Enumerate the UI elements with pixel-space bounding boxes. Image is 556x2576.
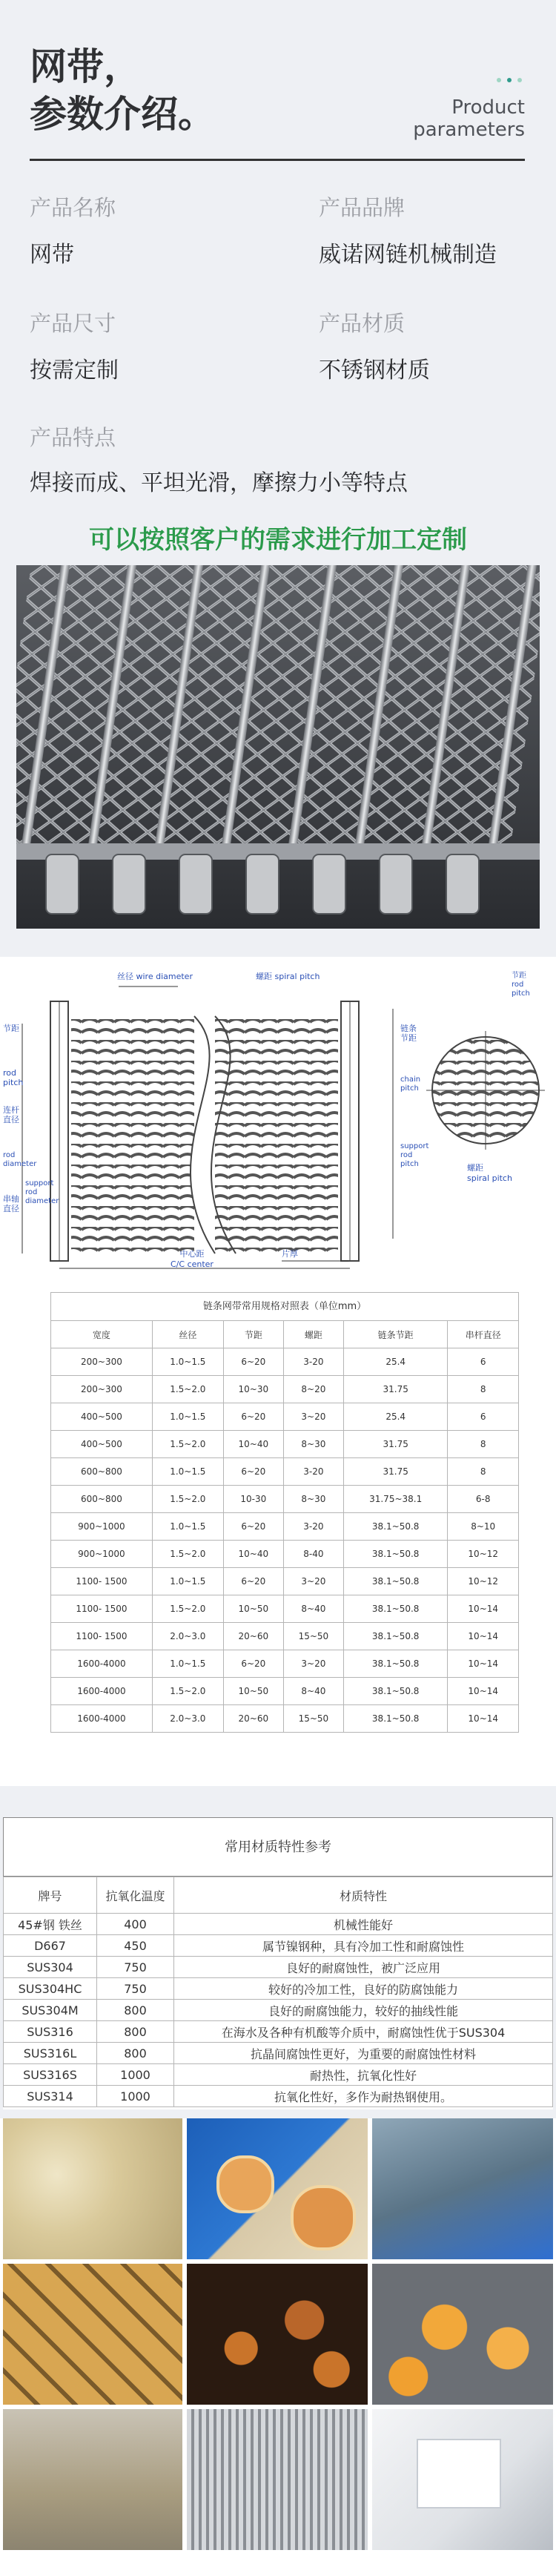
mesh-belt-photo <box>16 565 540 929</box>
mesh-belt-illustration <box>16 565 540 929</box>
material-table-cell: 机械性能好 <box>174 1914 553 1935</box>
rod-diameter-label <box>3 1105 21 1124</box>
spec-table-row <box>51 1568 519 1595</box>
gallery-pizza-belt <box>187 2118 368 2259</box>
spec-table-row <box>51 1678 519 1705</box>
spec-table-cell: 38.1~50.8 <box>343 1678 448 1705</box>
spec-table-cell: 3~20 <box>283 1568 343 1595</box>
spec-table-cell: 1.5~2.0 <box>152 1486 223 1513</box>
material-table <box>3 1877 553 2107</box>
spec-table-cell: 10-30 <box>223 1486 283 1513</box>
material-table-cell: 450 <box>97 1935 174 1957</box>
spec-table-cell: 1.5~2.0 <box>152 1595 223 1623</box>
center-distance-en: C/C center <box>171 1259 214 1269</box>
spec-table-row <box>51 1431 519 1458</box>
material-table-cell: 较好的冷加工性，良好的防腐蚀能力 <box>174 1978 553 2000</box>
material-table-cell: 1000 <box>97 2064 174 2086</box>
spec-table-cell: 10~40 <box>223 1431 283 1458</box>
product-feature-label: 产品特点 <box>30 425 116 450</box>
subtitle-line-1: Product <box>451 96 525 119</box>
spec-table-cell: 38.1~50.8 <box>343 1568 448 1595</box>
material-header-cell: 材质特性 <box>174 1877 553 1914</box>
spec-table-cell: 3-20 <box>283 1513 343 1541</box>
material-table-row <box>4 2021 553 2043</box>
spec-table-cell: 10~14 <box>448 1595 519 1623</box>
spec-table-cell: 1.5~2.0 <box>152 1431 223 1458</box>
header-divider <box>30 159 525 161</box>
customization-banner: 可以按照客户的需求进行加工定制 <box>89 525 467 555</box>
material-table-cell: SUS314 <box>4 2086 97 2107</box>
spec-table-row <box>51 1403 519 1431</box>
material-table-row <box>4 1914 553 1935</box>
material-table-cell: 45#钢 铁丝 <box>4 1914 97 1935</box>
gallery-steel-mesh <box>187 2409 368 2550</box>
spec-table-cell: 31.75 <box>343 1458 448 1486</box>
spec-table-cell: 1600-4000 <box>51 1650 153 1678</box>
spec-table-cell: 6 <box>448 1348 519 1376</box>
spec-table-cell: 38.1~50.8 <box>343 1705 448 1733</box>
side-spiral-pitch-label <box>467 1162 512 1183</box>
material-table-row <box>4 1935 553 1957</box>
product-feature-value: 焊接而成、平坦光滑，摩擦力小等特点 <box>30 470 408 496</box>
gallery-fried-slices <box>372 2264 553 2405</box>
spec-table-cell: 10~14 <box>448 1650 519 1678</box>
material-table-cell: 400 <box>97 1914 174 1935</box>
rod-diameter-cn: 连杆直径 <box>3 1105 19 1124</box>
material-table-cell: SUS316 <box>4 2021 97 2043</box>
spec-table-cell: 6~20 <box>223 1403 283 1431</box>
spec-table-cell: 20~60 <box>223 1623 283 1650</box>
spiral-pitch-en: spiral pitch <box>274 972 320 981</box>
gallery-white-boxes <box>372 2409 553 2550</box>
spec-table-cell: 38.1~50.8 <box>343 1595 448 1623</box>
spec-table-cell: 1600-4000 <box>51 1678 153 1705</box>
spec-table-row <box>51 1705 519 1733</box>
spec-table-cell: 1.0~1.5 <box>152 1348 223 1376</box>
page-subtitle <box>413 96 525 141</box>
spec-table-cell: 3-20 <box>283 1348 343 1376</box>
spec-table-row <box>51 1486 519 1513</box>
product-material-value: 不锈钢材质 <box>319 358 430 383</box>
spec-table-cell: 3~20 <box>283 1403 343 1431</box>
spec-table-cell: 6~20 <box>223 1568 283 1595</box>
spec-table-cell: 10~12 <box>448 1541 519 1568</box>
spiral-pitch-cn: 螺距 <box>256 972 272 981</box>
spec-table-cell: 10~30 <box>223 1376 283 1403</box>
spec-table-cell: 6~20 <box>223 1458 283 1486</box>
material-table-row <box>4 1957 553 1978</box>
material-table-cell: 抗氧化性好，多作为耐热钢使用。 <box>174 2086 553 2107</box>
spec-table-cell: 38.1~50.8 <box>343 1650 448 1678</box>
center-distance-label <box>171 1248 214 1269</box>
spec-header-cell: 丝径 <box>152 1321 223 1348</box>
material-table-cell: 750 <box>97 1957 174 1978</box>
subtitle-line-2: parameters <box>413 119 525 141</box>
spec-table-cell: 1.0~1.5 <box>152 1458 223 1486</box>
rod-pitch-cn: 节距 <box>3 1024 19 1033</box>
spec-table-cell: 1.0~1.5 <box>152 1513 223 1541</box>
side-spiral-pitch-cn: 螺距 <box>467 1163 483 1173</box>
product-name-label: 产品名称 <box>30 195 116 220</box>
spec-table-header-row <box>51 1321 519 1348</box>
spec-table-cell: 8 <box>448 1458 519 1486</box>
spec-table-cell: 8~30 <box>283 1431 343 1458</box>
spec-table-cell: 900~1000 <box>51 1513 153 1541</box>
material-table-row <box>4 2043 553 2064</box>
product-brand-value: 威诺网链机械制造 <box>319 242 497 268</box>
support-rod-cn: 串轴直径 <box>3 1194 19 1213</box>
material-header-cell: 抗氧化温度 <box>97 1877 174 1914</box>
spec-table-cell: 1.0~1.5 <box>152 1403 223 1431</box>
spec-table-row <box>51 1541 519 1568</box>
spec-table-cell: 25.4 <box>343 1348 448 1376</box>
product-material-label: 产品材质 <box>319 311 406 336</box>
spec-header-cell: 链条节距 <box>343 1321 448 1348</box>
spec-table-cell: 38.1~50.8 <box>343 1513 448 1541</box>
spec-header-cell: 节距 <box>223 1321 283 1348</box>
spec-table-cell: 38.1~50.8 <box>343 1541 448 1568</box>
chain-pitch-en-label: chain pitch <box>400 1075 421 1093</box>
spec-table-cell: 1.5~2.0 <box>152 1376 223 1403</box>
material-table-row <box>4 2000 553 2021</box>
side-rod-pitch-en: rod pitch <box>512 981 530 998</box>
material-table-cell: 良好的耐腐蚀能力，较好的抽线性能 <box>174 2000 553 2021</box>
material-table-cell: 良好的耐腐蚀性，被广泛应用 <box>174 1957 553 1978</box>
material-header-cell: 牌号 <box>4 1877 97 1914</box>
dot-icon <box>517 78 522 82</box>
rod-diameter-en-label: rod diameter <box>3 1151 37 1168</box>
material-table-cell: D667 <box>4 1935 97 1957</box>
spec-table-row <box>51 1376 519 1403</box>
product-size-value: 按需定制 <box>30 358 119 383</box>
spec-table-cell: 900~1000 <box>51 1541 153 1568</box>
spec-table-cell: 8 <box>448 1431 519 1458</box>
spec-table-cell: 3~20 <box>283 1650 343 1678</box>
spec-table-cell: 8~40 <box>283 1678 343 1705</box>
spec-table-cell: 1100- 1500 <box>51 1623 153 1650</box>
material-table-cell: 800 <box>97 2043 174 2064</box>
chain-pitch-label <box>400 1024 418 1043</box>
gallery-baked-bread <box>187 2264 368 2405</box>
width-label: 片厚 <box>282 1249 298 1259</box>
chain-pitch-cn: 链条节距 <box>400 1024 417 1043</box>
spec-table-cell: 31.75 <box>343 1376 448 1403</box>
spec-table-cell: 2.0~3.0 <box>152 1705 223 1733</box>
spec-table-cell: 3-20 <box>283 1458 343 1486</box>
material-table-row <box>4 1978 553 2000</box>
spec-table-row <box>51 1513 519 1541</box>
dot-icon <box>497 78 501 82</box>
wire-diameter-cn: 丝径 <box>117 972 133 981</box>
spec-table-cell: 1.0~1.5 <box>152 1568 223 1595</box>
material-table-cell: SUS304 <box>4 1957 97 1978</box>
spec-table-cell: 6~20 <box>223 1348 283 1376</box>
gallery-grain-belt <box>3 2409 182 2550</box>
spec-table-cell: 8-40 <box>283 1541 343 1568</box>
spec-table-cell: 8~40 <box>283 1595 343 1623</box>
belt-schematic <box>0 957 556 1283</box>
spec-table-cell: 31.75 <box>343 1431 448 1458</box>
spec-table-cell: 8~10 <box>448 1513 519 1541</box>
spec-table-cell: 1.0~1.5 <box>152 1650 223 1678</box>
material-table-cell: 在海水及各种有机酸等介质中，耐腐蚀性优于SUS304 <box>174 2021 553 2043</box>
spec-table-cell: 6~20 <box>223 1650 283 1678</box>
spec-table-cell: 10~14 <box>448 1623 519 1650</box>
spec-table-cell: 200~300 <box>51 1376 153 1403</box>
spec-table-row <box>51 1623 519 1650</box>
dot-icon <box>507 78 512 82</box>
spec-table-cell: 10~50 <box>223 1678 283 1705</box>
side-spiral-pitch-en: spiral pitch <box>467 1173 512 1183</box>
page-title <box>30 43 215 138</box>
spec-table-cell: 8~20 <box>283 1376 343 1403</box>
rod-pitch-en-label: rod pitch <box>3 1068 24 1087</box>
spec-table-cell: 1600-4000 <box>51 1705 153 1733</box>
material-table-cell: 抗晶间腐蚀性更好，为重要的耐腐蚀性材料 <box>174 2043 553 2064</box>
spec-table-cell: 400~500 <box>51 1431 153 1458</box>
application-gallery <box>0 2118 556 2576</box>
material-table-cell: 1000 <box>97 2086 174 2107</box>
spec-table-cell: 10~14 <box>448 1705 519 1733</box>
spec-table-cell: 6 <box>448 1403 519 1431</box>
side-rod-pitch-cn: 节距 <box>512 972 526 980</box>
spec-table-cell: 20~60 <box>223 1705 283 1733</box>
material-table-cell: SUS304HC <box>4 1978 97 2000</box>
rod-pitch-label <box>3 1024 21 1033</box>
spec-table-cell: 2.0~3.0 <box>152 1623 223 1650</box>
spec-table-caption: 链条网带常用规格对照表（单位mm） <box>50 1292 519 1320</box>
product-name-value: 网带 <box>30 242 74 268</box>
spec-table-cell: 15~50 <box>283 1623 343 1650</box>
support-rod-label <box>3 1194 21 1213</box>
spec-table-cell: 200~300 <box>51 1348 153 1376</box>
support-rod-pitch-label: support rod pitch <box>400 1142 429 1168</box>
spec-table-cell: 400~500 <box>51 1403 153 1431</box>
spec-header-cell: 螺距 <box>283 1321 343 1348</box>
material-table-header-row <box>4 1877 553 1914</box>
spec-table-cell: 10~14 <box>448 1678 519 1705</box>
spec-table-cell: 25.4 <box>343 1403 448 1431</box>
spec-table-cell: 8 <box>448 1376 519 1403</box>
spec-table-cell: 600~800 <box>51 1458 153 1486</box>
spec-table-cell: 1.5~2.0 <box>152 1541 223 1568</box>
gallery-blue-conveyor <box>372 2118 553 2259</box>
wire-diameter-label <box>117 970 193 982</box>
spec-table-cell: 8~30 <box>283 1486 343 1513</box>
spec-table-cell: 1.5~2.0 <box>152 1678 223 1705</box>
spiral-pitch-label <box>256 970 320 982</box>
spec-table-cell: 600~800 <box>51 1486 153 1513</box>
material-table-cell: SUS316L <box>4 2043 97 2064</box>
spec-table-cell: 15~50 <box>283 1705 343 1733</box>
material-table-cell: 800 <box>97 2000 174 2021</box>
title-line-1: 网带， <box>30 45 141 88</box>
spec-header-cell: 宽度 <box>51 1321 153 1348</box>
material-table-cell: SUS316S <box>4 2064 97 2086</box>
spec-table-row <box>51 1458 519 1486</box>
title-line-2: 参数介绍。 <box>30 93 215 136</box>
spec-table-cell: 10~50 <box>223 1595 283 1623</box>
material-table-row <box>4 2086 553 2107</box>
spec-table-row <box>51 1348 519 1376</box>
center-distance-cn: 中心距 <box>179 1249 205 1259</box>
spec-table-cell: 38.1~50.8 <box>343 1623 448 1650</box>
spec-table-cell: 31.75~38.1 <box>343 1486 448 1513</box>
material-table-cell: 耐热性，抗氧化性好 <box>174 2064 553 2086</box>
side-rod-pitch-label <box>512 972 534 998</box>
spec-table <box>50 1320 519 1733</box>
spec-table-row <box>51 1650 519 1678</box>
material-table-caption: 常用材质特性参考 <box>3 1817 553 1877</box>
spec-table-cell: 10~40 <box>223 1541 283 1568</box>
product-size-label: 产品尺寸 <box>30 311 116 336</box>
product-brand-label: 产品品牌 <box>319 195 406 220</box>
material-table-cell: 750 <box>97 1978 174 2000</box>
support-rod-en-label: support rod diameter <box>25 1179 59 1205</box>
gallery-biscuits <box>3 2264 182 2405</box>
material-table-cell: 属节镍钢种，具有冷加工性和耐腐蚀性 <box>174 1935 553 1957</box>
spec-table-cell: 1100- 1500 <box>51 1568 153 1595</box>
spec-table-row <box>51 1595 519 1623</box>
material-table-cell: SUS304M <box>4 2000 97 2021</box>
spec-table-cell: 6-8 <box>448 1486 519 1513</box>
gallery-pumpkin-seeds <box>3 2118 182 2259</box>
decorative-dots <box>491 71 522 85</box>
material-table-row <box>4 2064 553 2086</box>
spec-table-cell: 10~12 <box>448 1568 519 1595</box>
wire-diameter-en: wire diameter <box>136 972 193 981</box>
spec-header-cell: 串杆直径 <box>448 1321 519 1348</box>
material-table-cell: 800 <box>97 2021 174 2043</box>
spec-table-cell: 6~20 <box>223 1513 283 1541</box>
spec-table-cell: 1100- 1500 <box>51 1595 153 1623</box>
